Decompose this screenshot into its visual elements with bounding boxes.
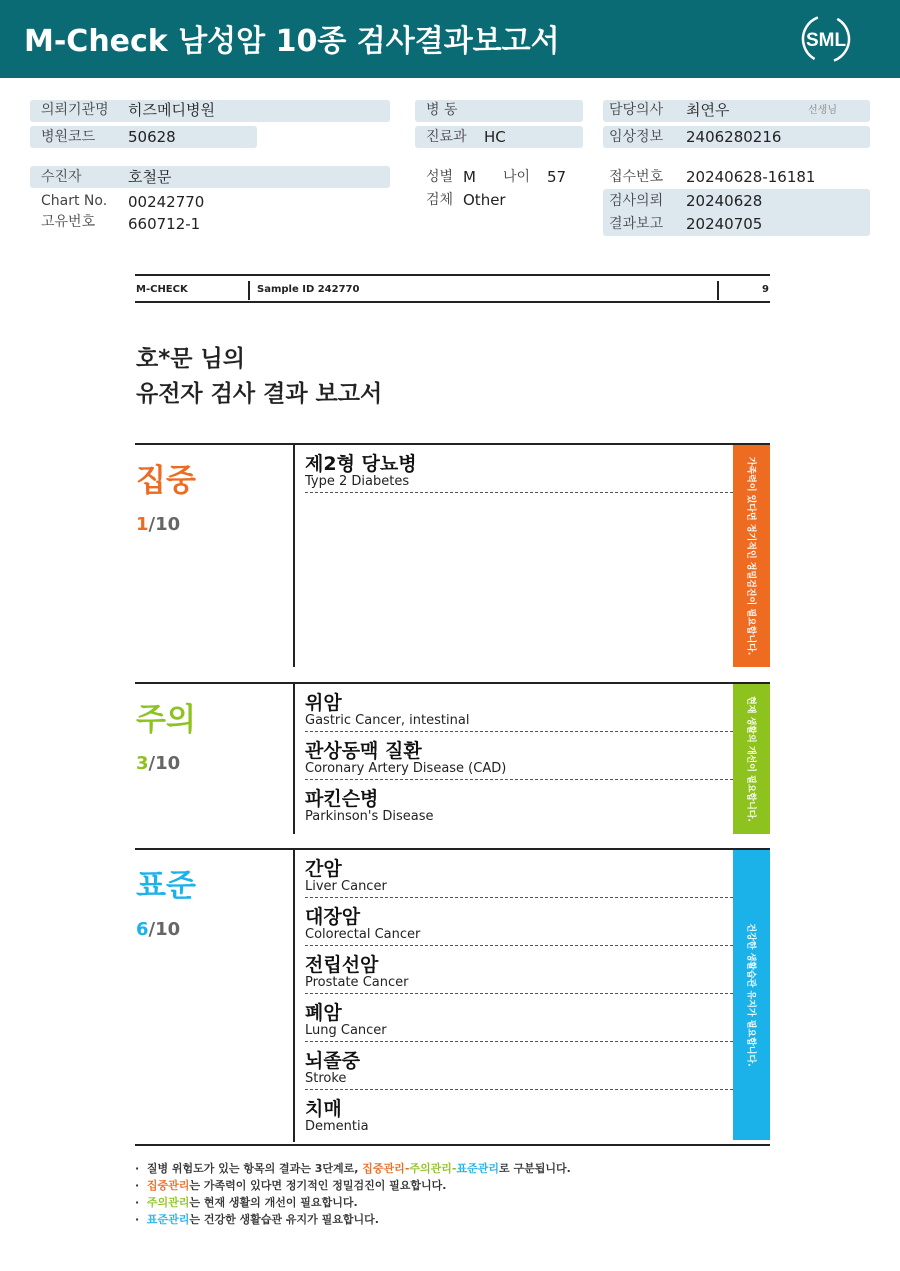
department-value: HC: [484, 128, 506, 146]
standard-side-note: 건강한 생활습관 유지가 필요합니다.: [733, 850, 770, 1140]
section-divider: [293, 445, 295, 667]
request-date-label: 검사의뢰: [609, 193, 664, 209]
doctor-value: 최연우: [686, 101, 730, 119]
logo-text: SML: [805, 30, 847, 51]
footnote: · 질병 위험도가 있는 항목의 결과는 3단계로, 집중관리-주의관리-표준관리로 구분됩니다.: [135, 1162, 571, 1175]
sample-id: Sample ID 242770: [257, 284, 360, 295]
report-date-value: 20240705: [686, 215, 763, 233]
report-date-label: 결과보고: [609, 216, 664, 232]
footnote: · 집중관리는 가족력이 있다면 정기적인 정밀검진이 필요합니다.: [135, 1179, 447, 1192]
category-caution-count: 3/10: [136, 753, 181, 774]
list-item: 파킨슨병 Parkinson's Disease: [305, 788, 434, 824]
ward-label: 병 동: [426, 102, 458, 118]
doctor-suffix: 선생님: [808, 105, 837, 116]
chart-no-value: 00242770: [128, 193, 205, 211]
list-item: 폐암 Lung Cancer: [305, 998, 733, 1042]
age-label: 나이: [503, 169, 531, 185]
report-title: M-Check 남성암 10종 검사결과보고서: [24, 24, 560, 59]
clinical-info-value: 2406280216: [686, 128, 782, 146]
request-date-value: 20240628: [686, 192, 763, 210]
doctor-label: 담당의사: [609, 102, 664, 118]
institution-label: 의뢰기관명: [41, 102, 109, 118]
caution-side-note: 현재 생활의 개선이 필요합니다.: [733, 684, 770, 834]
greeting-subtitle: 유전자 검사 결과 보고서: [136, 381, 383, 407]
focus-side-note: 가족력이 있다면 정기적인 정밀검진이 필요합니다.: [733, 445, 770, 667]
list-item: 대장암 Colorectal Cancer: [305, 902, 733, 946]
page-number: 9: [762, 284, 769, 295]
receipt-no-value: 20240628-16181: [686, 168, 816, 186]
unique-no-label: 고유번호: [41, 214, 96, 230]
hospital-code-value: 50628: [128, 128, 176, 146]
specimen-value: Other: [463, 191, 506, 209]
footnote: · 주의관리는 현재 생활의 개선이 필요합니다.: [135, 1196, 358, 1209]
section-rule: [135, 443, 770, 445]
list-item: 관상동맥 질환 Coronary Artery Disease (CAD): [305, 736, 733, 780]
list-item: 전립선암 Prostate Cancer: [305, 950, 733, 994]
section-divider: [293, 684, 295, 834]
report-header-bottom-rule: [135, 301, 770, 303]
section-rule: [135, 848, 770, 850]
list-item: 제2형 당뇨병 Type 2 Diabetes: [305, 449, 733, 493]
specimen-label: 검체: [426, 192, 454, 208]
sex-value: M: [463, 168, 476, 186]
category-focus-count: 1/10: [136, 514, 181, 535]
brand-label: M-CHECK: [136, 284, 188, 295]
report-header-top-rule: [135, 274, 770, 276]
unique-no-value: 660712-1: [128, 215, 201, 233]
hospital-code-label: 병원코드: [41, 129, 96, 145]
footnote: · 표준관리는 건강한 생활습관 유지가 필요합니다.: [135, 1213, 379, 1226]
title-bar: [0, 0, 900, 78]
section-divider: [293, 850, 295, 1142]
category-standard-label: 표준: [136, 868, 196, 904]
list-item: 치매 Dementia: [305, 1098, 369, 1134]
institution-value: 히즈메디병원: [128, 101, 215, 119]
list-item: 위암 Gastric Cancer, intestinal: [305, 688, 733, 732]
examinee-value: 호철문: [128, 168, 172, 186]
category-caution-label: 주의: [136, 702, 196, 738]
category-standard-count: 6/10: [136, 919, 181, 940]
clinical-info-label: 임상정보: [609, 129, 664, 145]
greeting-name: 호*문 님의: [136, 346, 245, 372]
sml-logo: [800, 13, 852, 65]
section-rule: [135, 1144, 770, 1146]
department-label: 진료과: [426, 129, 467, 145]
chart-no-label: Chart No.: [41, 193, 108, 209]
age-value: 57: [547, 168, 567, 186]
list-item: 뇌졸중 Stroke: [305, 1046, 733, 1090]
sex-label: 성별: [426, 169, 454, 185]
section-rule: [135, 682, 770, 684]
list-item: 간암 Liver Cancer: [305, 854, 733, 898]
examinee-pill: [30, 166, 390, 188]
header-divider: [717, 281, 719, 300]
category-focus-label: 집중: [136, 463, 196, 499]
examinee-label: 수진자: [41, 169, 82, 185]
receipt-no-label: 접수번호: [609, 169, 664, 185]
header-divider: [248, 281, 250, 300]
footnotes: [135, 1160, 775, 1228]
